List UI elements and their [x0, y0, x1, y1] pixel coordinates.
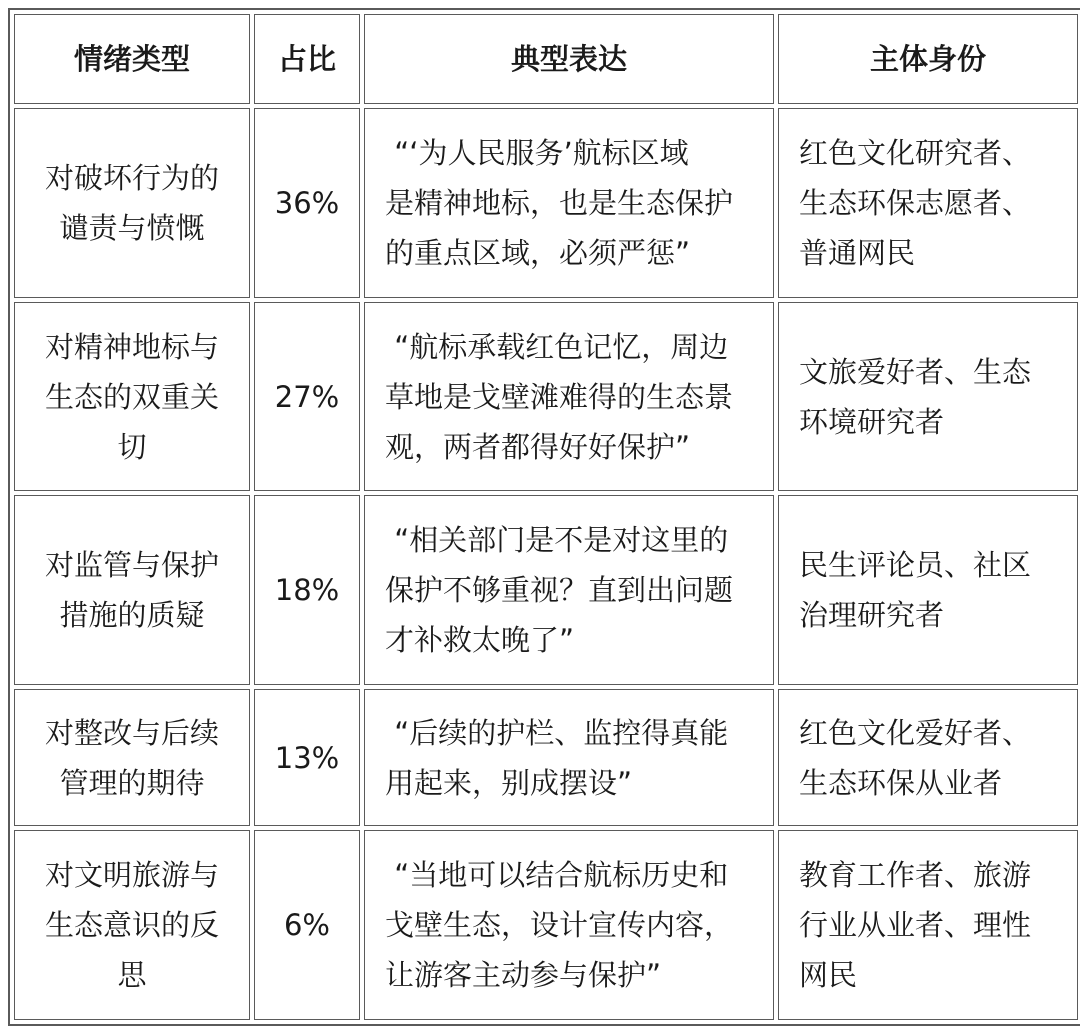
identity-cell [778, 495, 1078, 685]
identity-text: 教育工作者、旅游 行业从业者、理性 网民 [799, 858, 1032, 993]
ratio-cell [254, 495, 360, 685]
table-row [14, 830, 1078, 1020]
emotion-type-cell [14, 689, 250, 826]
expression-cell [364, 495, 774, 685]
emotion-table-container [8, 8, 1072, 1026]
ratio-cell [254, 689, 360, 826]
header-ratio: 占比 [254, 14, 360, 104]
identity-text: 文旅爱好者、生态 环境研究者 [799, 354, 1032, 439]
emotion-type-text: 对整改与后续 管理的期待 [44, 715, 219, 800]
ratio-cell [254, 108, 360, 298]
expression-cell [364, 302, 774, 492]
expression-cell [364, 689, 774, 826]
table-row [14, 689, 1078, 826]
identity-cell [778, 108, 1078, 298]
identity-text: 民生评论员、社区 治理研究者 [799, 548, 1032, 633]
emotion-analysis-table [8, 8, 1080, 1026]
emotion-type-text: 对精神地标与 生态的双重关 切 [44, 329, 219, 464]
emotion-type-cell [14, 830, 250, 1020]
table-row [14, 495, 1078, 685]
emotion-type-text: 对文明旅游与 生态意识的反 思 [44, 858, 219, 993]
emotion-type-cell [14, 302, 250, 492]
ratio-text: 18% [274, 573, 340, 608]
table-row [14, 302, 1078, 492]
emotion-type-cell [14, 108, 250, 298]
expression-text: “‘为人民服务’航标区域 是精神地标，也是生态保护 的重点区域，必须严惩” [385, 135, 734, 270]
identity-cell [778, 689, 1078, 826]
expression-text: “当地可以结合航标历史和 戈壁生态，设计宣传内容， 让游客主动参与保护” [385, 858, 734, 993]
ratio-cell [254, 302, 360, 492]
header-emotion-type: 情绪类型 [14, 14, 250, 104]
expression-cell [364, 108, 774, 298]
expression-cell [364, 830, 774, 1020]
emotion-type-cell [14, 495, 250, 685]
identity-cell [778, 830, 1078, 1020]
ratio-text: 13% [274, 740, 340, 775]
table-header-row [14, 14, 1078, 104]
identity-text: 红色文化研究者、 生态环保志愿者、 普通网民 [799, 135, 1032, 270]
table-row [14, 108, 1078, 298]
expression-text: “相关部门是不是对这里的 保护不够重视？直到出问题 才补救太晚了” [385, 523, 734, 658]
ratio-text: 6% [283, 908, 330, 943]
ratio-cell [254, 830, 360, 1020]
expression-text: “航标承载红色记忆，周边 草地是戈壁滩难得的生态景 观，两者都得好好保护” [385, 329, 734, 464]
header-typical-expression: 典型表达 [364, 14, 774, 104]
identity-cell [778, 302, 1078, 492]
ratio-text: 36% [274, 185, 340, 220]
emotion-type-text: 对破坏行为的 谴责与愤慨 [44, 160, 219, 245]
identity-text: 红色文化爱好者、 生态环保从业者 [799, 715, 1032, 800]
ratio-text: 27% [274, 379, 340, 414]
expression-text: “后续的护栏、监控得真能 用起来，别成摆设” [385, 715, 729, 800]
header-subject-identity: 主体身份 [778, 14, 1078, 104]
emotion-type-text: 对监管与保护 措施的质疑 [44, 548, 219, 633]
